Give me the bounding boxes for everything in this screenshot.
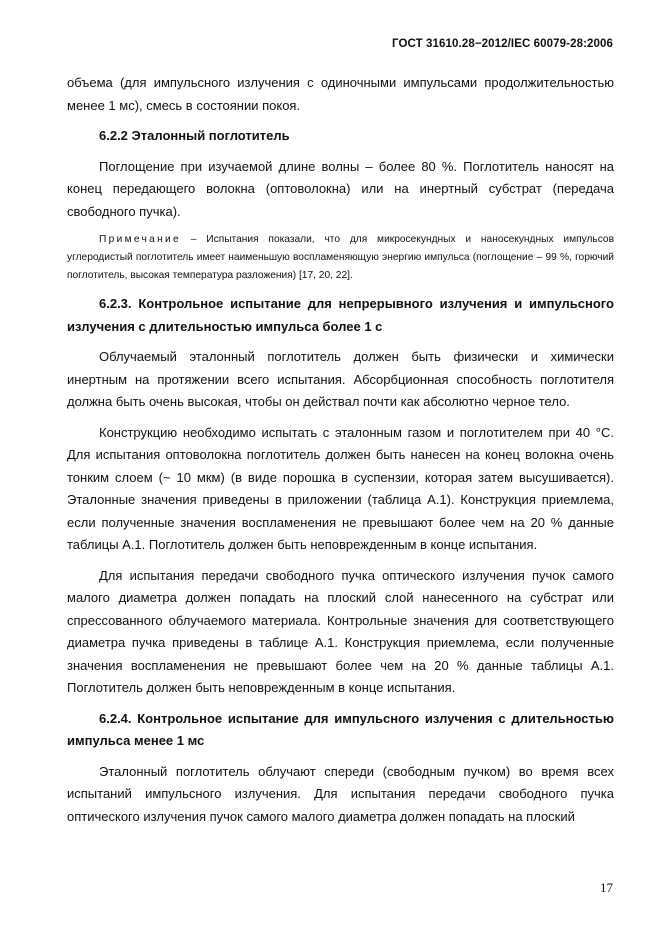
note-paragraph — [67, 231, 614, 285]
section-heading-6-2-3: 6.2.3. Контрольное испытание для непрерывного излучения и импульсного излучения с длительностью импульса более 1 с — [67, 296, 614, 334]
paragraph-inert-absorber: Облучаемый эталонный поглотитель должен быть физически и химически инертным на протяжении всего испытания. Абсорбционная способность поглотителя должна быть очень высокая, чтобы он действал почти как абсолютно черное тело. — [67, 349, 614, 409]
document-header: ГОСТ 31610.28−2012/IEC 60079-28:2006 — [392, 38, 613, 50]
paragraph-test-construction: Конструкцию необходимо испытать с эталонным газом и поглотителем при 40 °С. Для испытания оптоволокна поглотитель должен быть нанесен на конец волокна очень тонким слоем (~ 10 мкм) (в виде порошка в суспензии, которая затем высушивается). Эталонные значения приведены в приложении (таблица А.1). Конструкция приемлема, если полученные значения воспламенения не превышают более чем на 20 % данные таблицы А.1. Поглотитель должен быть неповрежденным в конце испытания. — [67, 424, 614, 552]
paragraph-pulse-irradiation: Эталонный поглотитель облучают спереди (свободным пучком) во время всех испытаний импульсного излучения. Для испытания передачи свободного пучка оптического излучения пучок самого малого диаметра должен попадать на плоский — [67, 763, 614, 824]
paragraph-absorption: Поглощение при изучаемой длине волны – более 80 %. Поглотитель наносят на конец передающего волокна (оптоволокна) или на инертный субстрат (передача свободного пучка). — [67, 158, 614, 219]
section-heading-6-2-2: 6.2.2 Эталонный поглотитель — [99, 128, 290, 143]
paragraph-free-beam-test: Для испытания передачи свободного пучка оптического излучения пучок самого малого диаметра должен попадать на плоский слой нанесенного на субстрат или спрессованного облучаемого материала. Контрольные значения для соответствующего диаметра пучка приведены в таблице А.1. Конструкция приемлема, если полученные значения воспламенения не превышают более чем на 20 % данные таблицы А.1. Поглотитель должен быть неповрежденным в конце испытания. — [67, 567, 614, 695]
document-body — [67, 72, 614, 828]
paragraph-continuation: объема (для импульсного излучения с одиночными импульсами продолжительностью менее 1 мс), смесь в состоянии покоя. — [67, 75, 614, 113]
page-number: 17 — [600, 880, 613, 895]
note-label: Примечание — [99, 234, 181, 245]
section-heading-6-2-4: 6.2.4. Контрольное испытание для импульсного излучения с длительностью импульса менее 1 мс — [67, 710, 614, 748]
note-text: – Испытания показали, что для микросекундных и наносекундных импульсов углеродистый поглотитель имеет наименьшую воспламеняющую энергию импульса (поглощение – 99 %, горючий поглотитель, высокая температура разложения) [17, 20, 22]. — [67, 234, 614, 281]
